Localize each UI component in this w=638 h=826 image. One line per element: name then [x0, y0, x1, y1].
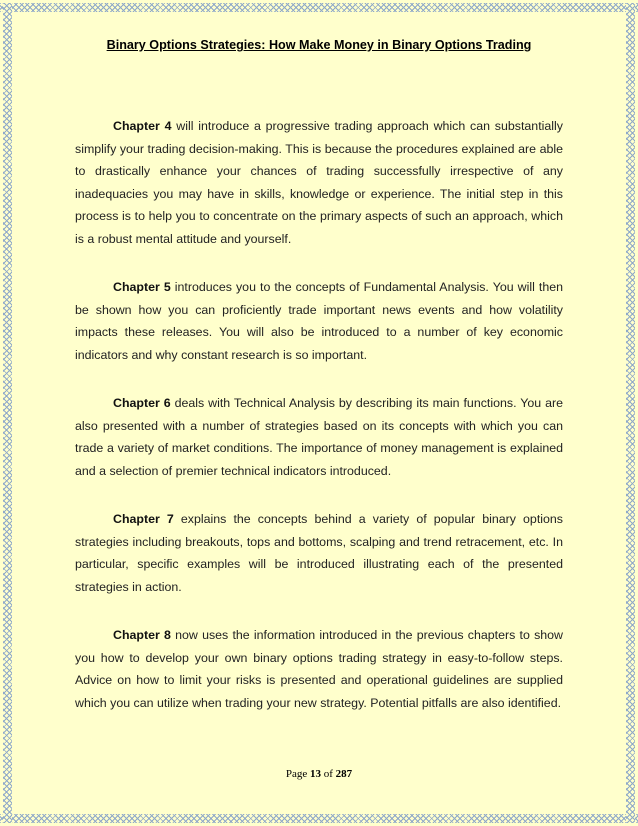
chapter-label: Chapter 5 — [113, 280, 171, 294]
page-border-bottom — [0, 814, 638, 823]
chapter-label: Chapter 6 — [113, 396, 171, 410]
paragraph-text: will introduce a progressive trading approach which can substantially simplify your trading decision-making. This is because the procedures explained are able to drastically enhance your chances of trading successfully irrespective of any inadequacies you may have in skills, knowledge or experience. The initial step in this process is to help you to concentrate on the primary aspects of such an approach, which is a robust mental attitude and yourself. — [75, 119, 563, 246]
paragraph-chapter-7 — [75, 508, 563, 598]
paragraph-chapter-6 — [75, 392, 563, 482]
page-border-right — [626, 3, 635, 823]
chapter-label: Chapter 8 — [113, 628, 171, 642]
paragraph-text: now uses the information introduced in the previous chapters to show you how to develop your own binary options trading strategy in easy-to-follow steps. Advice on how to limit your risks is presented and operational guidelines are supplied which you can utilize when trading your new strategy. Potential pitfalls are also identified. — [75, 628, 563, 710]
paragraph-chapter-5 — [75, 276, 563, 366]
page-header-title: Binary Options Strategies: How Make Money in Binary Options Trading — [106, 38, 532, 52]
page-body — [75, 115, 563, 740]
page-border-top — [0, 3, 638, 12]
paragraph-text: introduces you to the concepts of Fundamental Analysis. You will then be shown how you can proficiently trade important news events and how volatility impacts these releases. You will also be introduced to a number of key economic indicators and why constant research is so important. — [75, 280, 563, 362]
page-of-label: of — [320, 768, 336, 780]
chapter-label: Chapter 7 — [113, 512, 174, 526]
current-page-number: 13 — [309, 768, 321, 780]
paragraph-text: deals with Technical Analysis by describing its main functions. You are also presented with a number of strategies based on its concepts with which you can trade a variety of market conditions. The importance of money management is explained and a selection of premier technical indicators introduced. — [75, 396, 563, 478]
paragraph-chapter-4 — [75, 115, 563, 250]
page-border-left — [3, 3, 12, 823]
page-number-footer — [0, 768, 638, 780]
page-label: Page — [285, 768, 310, 780]
paragraph-text: explains the concepts behind a variety of popular binary options strategies including breakouts, tops and bottoms, scalping and trend retracement, etc. In particular, specific examples will be introduced illustrating each of the presented strategies in action. — [75, 512, 563, 594]
chapter-label: Chapter 4 — [113, 119, 172, 133]
total-page-count: 287 — [335, 768, 353, 780]
paragraph-chapter-8 — [75, 624, 563, 714]
